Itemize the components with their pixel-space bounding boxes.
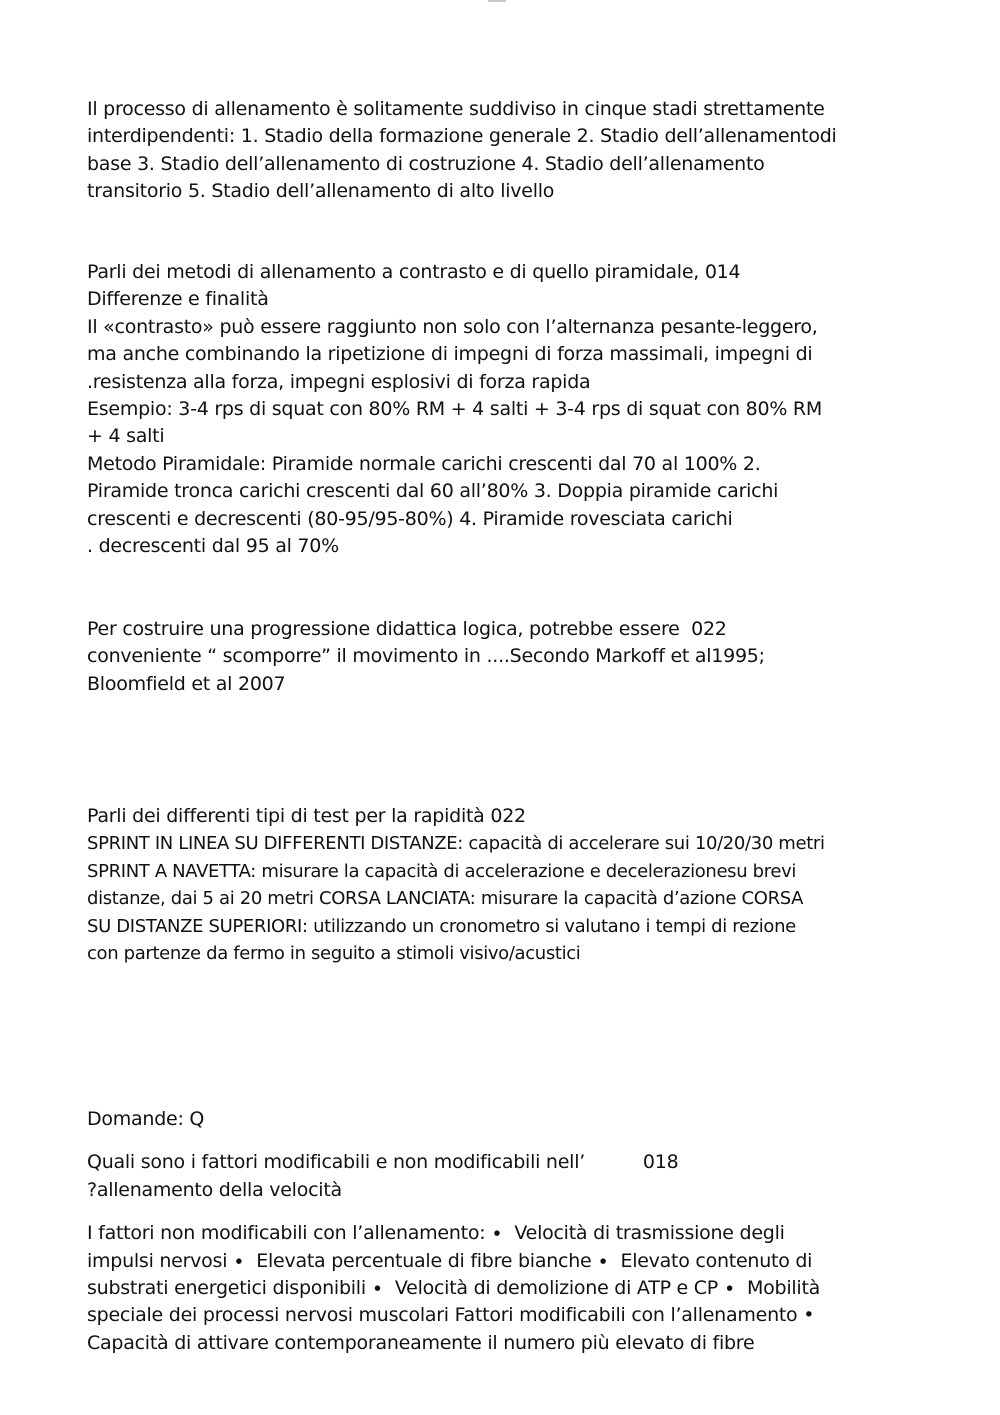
text-line: speciale dei processi nervosi muscolari Fattori modificabili con l’allenamento • — [87, 1304, 815, 1327]
section-heading: Domande: Q — [87, 1108, 205, 1130]
paragraph-speed-tests — [87, 803, 947, 967]
question-line: ?allenamento della velocità — [87, 1178, 342, 1201]
text-line: Il processo di allenamento è solitamente suddiviso in cinque stadi strettamente — [87, 98, 825, 120]
text-line: base 3. Stadio dell’allenamento di costruzione 4. Stadio dell’allenamento — [87, 152, 765, 175]
text-line: Il «contrasto» può essere raggiunto non solo con l’alternanza pesante-leggero, — [87, 315, 818, 338]
text-line: .resistenza alla forza, impegni esplosivi di forza rapida — [87, 370, 591, 393]
text-line: Esempio: 3-4 rps di squat con 80% RM + 4 salti + 3-4 rps di squat con 80% RM — [87, 398, 823, 421]
paragraph-didactic-progression — [87, 616, 947, 698]
text-line: distanze, dai 5 ai 20 metri CORSA LANCIATA: misurare la capacità d’azione CORSA — [87, 888, 804, 910]
text-line: conveniente “ scomporre” il movimento in ....Secondo Markoff et al1995; — [87, 645, 765, 668]
paragraph-speed-factors — [87, 1106, 947, 1357]
question-line: Per costruire una progressione didattica logica, potrebbe essere 022 — [87, 618, 727, 640]
text-line: Piramide tronca carichi crescenti dal 60 all’80% 3. Doppia piramide carichi — [87, 480, 779, 503]
text-line: Capacità di attivare contemporaneamente il numero più elevato di fibre — [87, 1331, 755, 1354]
question-line: Parli dei metodi di allenamento a contrasto e di quello piramidale, 014 — [87, 261, 741, 283]
text-line: Differenze e finalità — [87, 288, 269, 311]
text-line: interdipendenti: 1. Stadio della formazione generale 2. Stadio dell’allenamentodi — [87, 125, 837, 148]
text-line: I fattori non modificabili con l’allenamento: ∙ Velocità di trasmissione degli — [87, 1222, 785, 1245]
page-header-marker — [488, 0, 506, 2]
text-line: impulsi nervosi ∙ Elevata percentuale di fibre bianche ∙ Elevato contenuto di — [87, 1249, 813, 1272]
text-line: transitorio 5. Stadio dell’allenamento di alto livello — [87, 180, 555, 203]
text-line: ma anche combinando la ripetizione di impegni di forza massimali, impegni di — [87, 343, 813, 366]
question-line: Quali sono i fattori modificabili e non modificabili nell’ 018 — [87, 1151, 679, 1174]
text-line: Bloomfield et al 2007 — [87, 672, 286, 695]
paragraph-contrast-pyramid-methods — [87, 259, 947, 560]
text-line: con partenze da fermo in seguito a stimoli visivo/acustici — [87, 943, 581, 965]
question-line: Parli dei differenti tipi di test per la rapidità 022 — [87, 805, 526, 827]
text-line: SPRINT A NAVETTA: misurare la capacità di accelerazione e decelerazionesu brevi — [87, 860, 797, 882]
text-line: substrati energetici disponibili ∙ Velocità di demolizione di ATP e CP ∙ Mobilità — [87, 1277, 821, 1300]
text-line: . decrescenti dal 95 al 70% — [87, 535, 339, 558]
text-line: SPRINT IN LINEA SU DIFFERENTI DISTANZE: capacità di accelerare sui 10/20/30 metri — [87, 833, 825, 855]
text-line: + 4 salti — [87, 425, 165, 448]
text-line: Metodo Piramidale: Piramide normale carichi crescenti dal 70 al 100% 2. — [87, 452, 761, 475]
paragraph-training-stages — [87, 96, 947, 206]
text-line: crescenti e decrescenti (80-95/95-80%) 4. Piramide rovesciata carichi — [87, 507, 733, 530]
text-line: SU DISTANZE SUPERIORI: utilizzando un cronometro si valutano i tempi di rezione — [87, 915, 796, 937]
